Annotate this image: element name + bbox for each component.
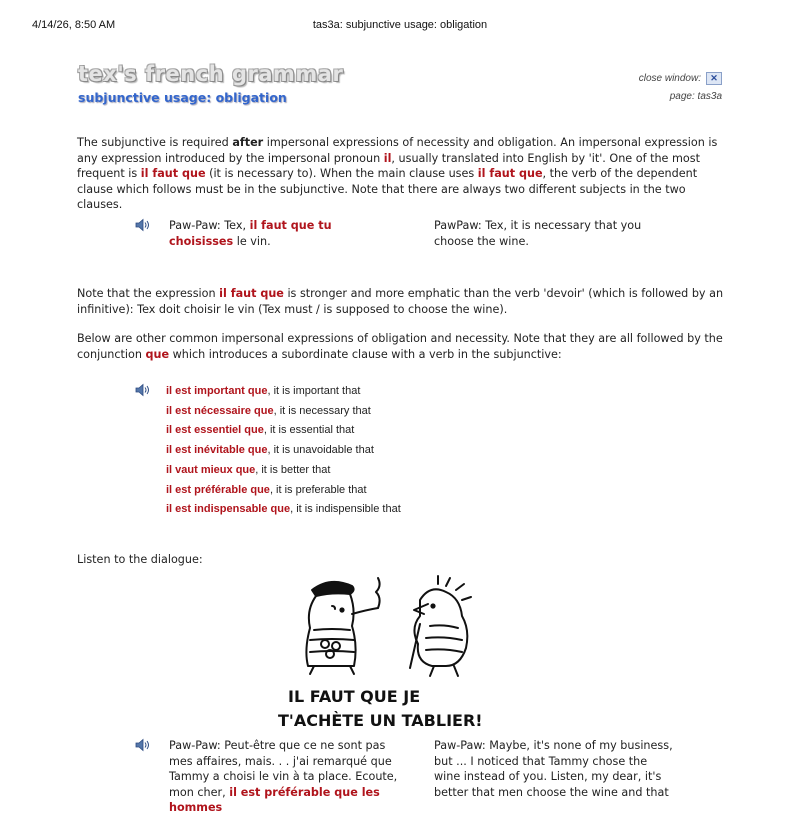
close-window-label: close window: — [638, 73, 701, 84]
page-subtitle: subjunctive usage: obligation — [78, 90, 287, 105]
expression-list — [166, 382, 401, 520]
print-datetime: 4/14/26, 8:50 AM — [32, 19, 116, 31]
example-french: Paw-Paw: Tex, il faut que tu choisisses le vin. — [169, 219, 332, 248]
speaker-icon[interactable] — [135, 738, 151, 752]
close-window — [639, 72, 722, 85]
list-item: il est préférable que, it is preferable that — [166, 483, 367, 496]
site-logo[interactable]: tex's french grammar — [78, 62, 344, 86]
intro-paragraph: The subjunctive is required after impersonal expressions of necessity and obligation. An impersonal expression is any expression introduced by the impersonal pronoun il, usually translated into English by 'it'. One of the most frequent is il faut que (it is necessary to). When the main clause uses il faut que, the verb of the dependent clause which follows must be in the subjunctive. Note that there are always two different subjects in the two clauses. — [77, 136, 718, 211]
close-x-icon[interactable]: ✕ — [706, 72, 722, 85]
note-devoir-paragraph: Note that the expression il faut que is stronger and more emphatic than the verb 'devoir' (which is followed by an infinitive): Tex doit choisir le vin (Tex must / is supposed to choose the wine). — [77, 287, 724, 316]
dialogue-french: Paw-Paw: Peut-être que ce ne sont pas mes affaires, mais. . . j'ai remarqué que Tammy a choisi le vin à ta place. Ecoute, mon cher, il est préférable que les hommes — [169, 739, 398, 814]
cartoon-illustration — [270, 570, 540, 730]
list-item: il est essentiel que, it is essential that — [166, 424, 355, 437]
speaker-icon[interactable] — [135, 383, 151, 397]
listen-label: Listen to the dialogue: — [77, 553, 203, 566]
list-item: il vaut mieux que, it is better that — [166, 463, 331, 476]
list-item: il est indispensable que, it is indispensible that — [166, 503, 401, 516]
list-item: il est inévitable que, it is unavoidable that — [166, 444, 374, 457]
list-item: il est important que, it is important that — [166, 385, 361, 397]
note-que-paragraph: Below are other common impersonal expressions of obligation and necessity. Note that they are all followed by the conjunction que which introduces a subordinate clause with a verb in the subjunctive: — [77, 332, 723, 361]
list-item: il est nécessaire que, it is necessary that — [166, 404, 371, 417]
example-english: PawPaw: Tex, it is necessary that you choose the wine. — [434, 219, 642, 248]
dialogue-english: Paw-Paw: Maybe, it's none of my business, but ... I noticed that Tammy chose the wine instead of you. Listen, my dear, it's better that men choose the wine and that — [434, 739, 673, 799]
page-label: page: tas3a — [669, 91, 722, 102]
cartoon-caption-line2: T'ACHÈTE UN TABLIER! — [278, 711, 483, 730]
speaker-icon[interactable] — [135, 218, 151, 232]
print-page-title: tas3a: subjunctive usage: obligation — [312, 19, 488, 31]
cartoon-caption-line1: IL FAUT QUE JE — [288, 687, 421, 706]
